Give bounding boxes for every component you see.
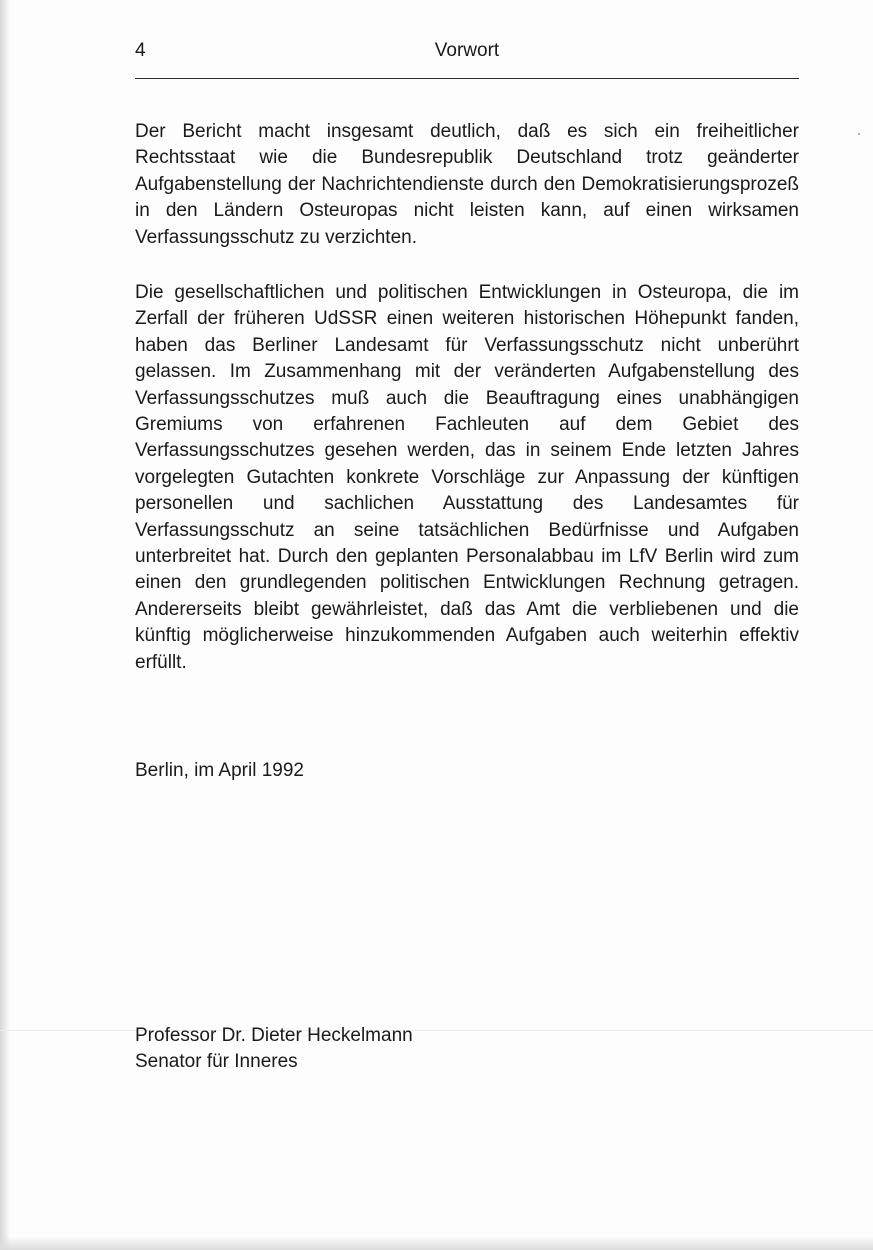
scan-edge-left	[0, 0, 10, 1250]
scan-speck	[858, 133, 860, 135]
signatory-name: Professor Dr. Dieter Heckelmann	[135, 1025, 413, 1046]
page-number: 4	[135, 40, 146, 61]
scan-artifact-line	[0, 1030, 873, 1031]
signatory-title: Senator für Inneres	[135, 1051, 298, 1072]
signature-block	[135, 1023, 413, 1075]
header-rule	[135, 78, 799, 79]
dateline: Berlin, im April 1992	[135, 760, 304, 781]
running-title: Vorwort	[434, 40, 500, 61]
body-paragraph-2: Die gesellschaftlichen und politischen Entwicklungen in Osteuropa, die im Zerfall der früheren UdSSR einen weiteren historischen Höhepunkt fanden, haben das Berliner Landesamt für Verfassungsschutz nicht unberührt gelassen. Im Zusammenhang mit der veränderten Aufgabenstellung des Verfassungsschutzes muß auch die Beauftragung eines unabhängigen Gremiums von erfahrenen Fachleuten auf dem Gebiet des Verfassungsschutzes gesehen werden, das in seinem Ende letzten Jahres vorgelegten Gutachten konkrete Vorschläge zur Anpassung der künftigen personellen und sachlichen Ausstattung des Landesamtes für Verfassungsschutz an seine tatsächlichen Bedürfnisse und Aufgaben unterbreitet hat. Durch den geplanten Personalabbau im LfV Berlin wird zum einen den grundlegenden politischen Entwicklungen Rechnung getragen. Andererseits bleibt gewährleistet, daß das Amt die verbliebenen und die künftig möglicherweise hinzukommenden Aufgaben auch weiterhin effektiv erfüllt.	[135, 282, 799, 673]
page-header	[135, 40, 799, 66]
scan-edge-bottom	[0, 1236, 873, 1250]
body-paragraph-1: Der Bericht macht insgesamt deutlich, daß es sich ein freiheitlicher Rechtsstaat wie die Bundesrepublik Deutschland trotz geänderter Aufgabenstellung der Nachrichtendienste durch den Demokratisierungsprozeß in den Ländern Osteuropas nicht leisten kann, auf einen wirksamen Verfassungsschutz zu verzichten.	[135, 121, 799, 248]
